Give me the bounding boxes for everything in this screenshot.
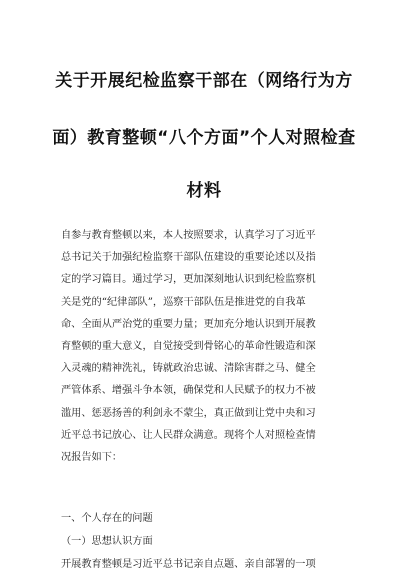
paragraph-line: 关是党的“纪律部队”，巡察干部队伍是推进党的自我革 [61,296,306,308]
paragraph-line: 近平总书记放心、让人民群众满意。现将个人对照检查情 [61,429,316,441]
paragraph-line: 况报告如下： [61,451,123,463]
paragraph-line: 命、全面从严治党的重要力量；更加充分地认识到开展教 [61,318,316,330]
paragraph-line: 滥用、惩恶扬善的利剑永不蒙尘，真正做到让党中央和习 [61,407,316,419]
paragraph-line: 严管体系、增强斗争本领，确保党和人民赋予的权力不被 [61,385,316,397]
paragraph-line: 总书记关于加强纪检监察干部队伍建设的重要论述以及指 [61,252,316,264]
title-line-1: 关于开展纪检监察干部在（网络行为方 [55,71,353,91]
paragraph-line: 入灵魂的精神洗礼，铸就政治忠诚、清除害群之马、健全 [61,363,316,375]
title-line-2: 面）教育整顿“八个方面”个人对照检查 [52,128,356,148]
subsection-heading: （一）思想认识方面 [61,536,153,547]
intro-paragraph [61,225,361,469]
body-text-start: 开展教育整顿是习近平总书记亲自点题、亲自部署的一项 [61,559,316,570]
paragraph-line: 定的学习篇目。通过学习，更加深刻地认识到纪检监察机 [61,274,316,286]
paragraph-line: 育整顿的重大意义，自觉接受到骨铭心的革命性锻造和深 [61,340,316,352]
title-line-3: 材料 [186,181,222,201]
paragraph-line: 自参与教育整顿以来，本人按照要求，认真学习了习近平 [61,230,316,241]
section-heading: 一、个人存在的问题 [61,513,153,524]
